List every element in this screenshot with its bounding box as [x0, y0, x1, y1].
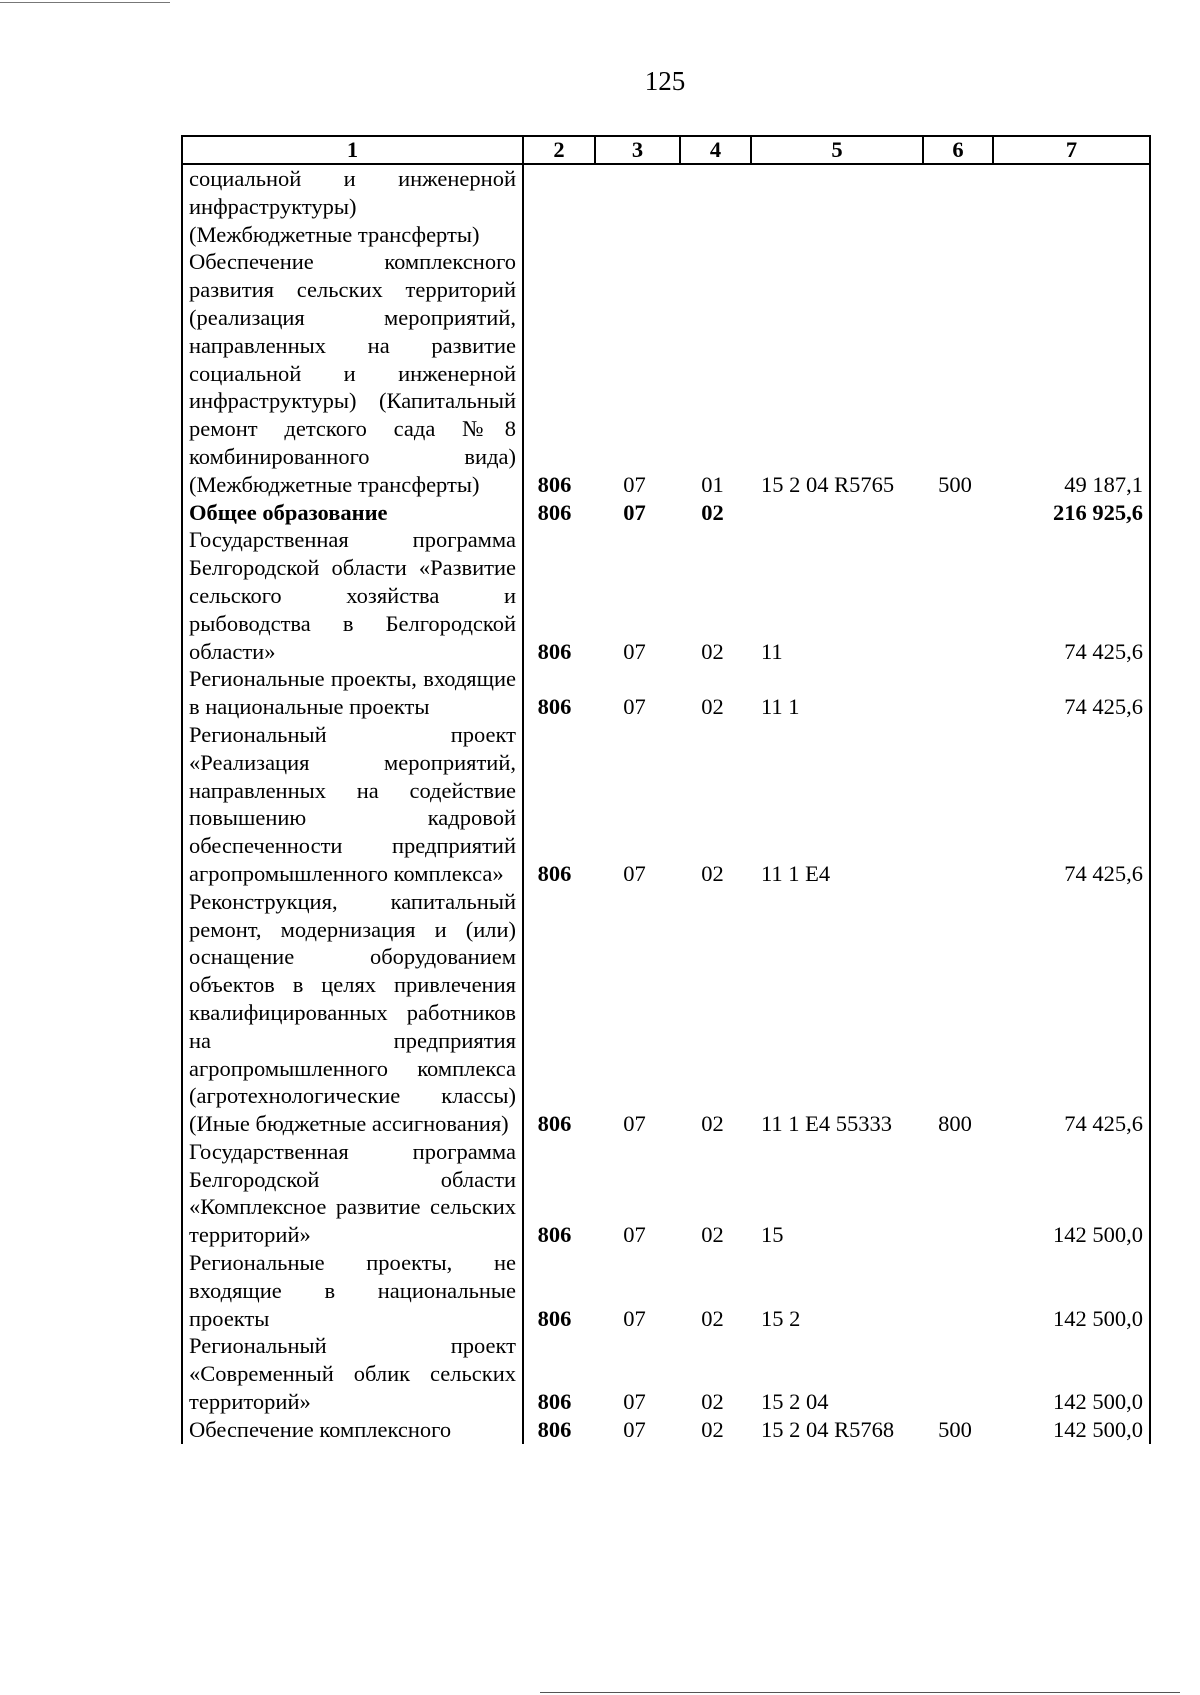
row-ministry-code: 806 [537, 1222, 572, 1248]
row-section: 07 [623, 1416, 646, 1442]
row-name: Реконструкция, капитальный ремонт, модернизация и (или) оснащение оборудованием объектов в целях привлечения квалифицированных работников на предприятия агропромышленного комплекса (агротехнологические классы) (Иные бюджетные ассигнования) [182, 888, 523, 1138]
row-ministry-code: 806 [537, 860, 572, 886]
page-number: 125 [644, 66, 686, 96]
row-expense-type: 500 [938, 1416, 972, 1442]
header-col-5: 5 [751, 136, 923, 164]
table-row [182, 1416, 1150, 1444]
row-ministry-code: 806 [537, 694, 572, 720]
row-amount: 142 500,0 [993, 1138, 1150, 1249]
row-target-article: 11 1 Е4 [761, 860, 831, 886]
row-expense-type [923, 721, 993, 888]
row-expense-type [923, 665, 993, 721]
row-target-article: 15 [761, 1222, 784, 1248]
row-expense-type [923, 164, 993, 248]
row-section: 07 [623, 860, 646, 886]
table-row [182, 721, 1150, 888]
row-amount: 142 500,0 [993, 1249, 1150, 1332]
row-subsection: 02 [701, 1222, 724, 1248]
row-name: Государственная программа Белгородской области «Развитие сельского хозяйства и рыбоводства в Белгородской области» [182, 526, 523, 665]
row-ministry-code: 806 [537, 1305, 572, 1331]
header-col-1: 1 [182, 136, 523, 164]
row-name: Общее образование [182, 499, 523, 527]
row-section: 07 [623, 499, 646, 525]
row-name: Региональные проекты, входящие в национальные проекты [182, 665, 523, 721]
row-section: 07 [623, 1389, 646, 1415]
row-expense-type: 500 [938, 471, 972, 497]
row-target-article: 15 2 [761, 1305, 801, 1331]
table-body [182, 164, 1150, 1444]
row-ministry-code: 806 [537, 1111, 572, 1137]
row-subsection: 02 [701, 1416, 724, 1442]
row-target-article: 15 2 04 [761, 1389, 829, 1415]
row-subsection: 01 [701, 471, 724, 497]
row-name: Обеспечение комплексного [182, 1416, 523, 1444]
table-row [182, 248, 1150, 498]
row-subsection: 02 [701, 499, 724, 525]
row-name: социальной и инженерной инфраструктуры) (Межбюджетные трансферты) [182, 164, 523, 248]
bottom-rule [540, 1692, 1180, 1693]
table-row [182, 1249, 1150, 1332]
row-subsection: 02 [701, 860, 724, 886]
row-target-article: 11 [761, 638, 783, 664]
row-target-article: 11 1 Е4 55333 [761, 1111, 893, 1137]
row-subsection: 02 [701, 1389, 724, 1415]
row-section: 07 [623, 1222, 646, 1248]
row-ministry-code: 806 [537, 1389, 572, 1415]
row-subsection: 02 [701, 1111, 724, 1137]
row-target-article [751, 499, 923, 527]
row-subsection [680, 164, 751, 248]
row-target-article: 15 2 04 R5765 [761, 471, 895, 497]
row-amount: 216 925,6 [993, 499, 1150, 527]
table-row [182, 888, 1150, 1138]
row-name: Государственная программа Белгородской области «Комплексное развитие сельских территорий» [182, 1138, 523, 1249]
row-amount: 74 425,6 [993, 888, 1150, 1138]
header-col-3: 3 [595, 136, 680, 164]
row-name: Региональный проект «Современный облик сельских территорий» [182, 1332, 523, 1415]
row-name: Обеспечение комплексного развития сельских территорий (реализация мероприятий, направленных на развитие социальной и инженерной инфраструктуры) (Капитальный ремонт детского сада №8 комбинированного вида) (Межбюджетные трансферты) [182, 248, 523, 498]
row-target-article: 15 2 04 R5768 [761, 1416, 895, 1442]
row-amount: 142 500,0 [993, 1332, 1150, 1415]
row-amount: 142 500,0 [993, 1416, 1150, 1444]
row-expense-type [923, 1332, 993, 1415]
row-target-article: 11 1 [761, 694, 800, 720]
table-row [182, 526, 1150, 665]
table-row [182, 499, 1150, 527]
table-header-row [182, 136, 1150, 164]
table-row [182, 164, 1150, 248]
row-section: 07 [623, 1305, 646, 1331]
header-col-6: 6 [923, 136, 993, 164]
row-expense-type [923, 499, 993, 527]
row-target-article [751, 164, 923, 248]
row-subsection: 02 [701, 638, 724, 664]
row-amount [993, 164, 1150, 248]
row-amount: 74 425,6 [993, 721, 1150, 888]
row-section: 07 [623, 694, 646, 720]
row-expense-type [923, 526, 993, 665]
row-ministry-code [523, 164, 595, 248]
budget-table [181, 135, 1151, 1444]
table-row [182, 665, 1150, 721]
row-amount: 74 425,6 [993, 665, 1150, 721]
row-amount: 49 187,1 [993, 248, 1150, 498]
row-expense-type [923, 1138, 993, 1249]
table-row [182, 1138, 1150, 1249]
row-ministry-code: 806 [537, 499, 572, 525]
row-ministry-code: 806 [537, 638, 572, 664]
row-ministry-code: 806 [537, 471, 572, 497]
top-rule [0, 2, 170, 3]
header-col-4: 4 [680, 136, 751, 164]
row-section: 07 [623, 1111, 646, 1137]
row-section: 07 [623, 638, 646, 664]
row-name: Региональный проект «Реализация мероприятий, направленных на содействие повышению кадровой обеспеченности предприятий агропромышленного комплекса» [182, 721, 523, 888]
row-subsection: 02 [701, 1305, 724, 1331]
row-amount: 74 425,6 [993, 526, 1150, 665]
row-name: Региональные проекты, не входящие в национальные проекты [182, 1249, 523, 1332]
table-row [182, 1332, 1150, 1415]
row-expense-type [923, 1249, 993, 1332]
row-subsection: 02 [701, 694, 724, 720]
row-section: 07 [623, 471, 646, 497]
row-ministry-code: 806 [537, 1416, 572, 1442]
row-section [595, 164, 680, 248]
header-col-7: 7 [993, 136, 1150, 164]
row-expense-type: 800 [938, 1111, 972, 1137]
header-col-2: 2 [523, 136, 595, 164]
